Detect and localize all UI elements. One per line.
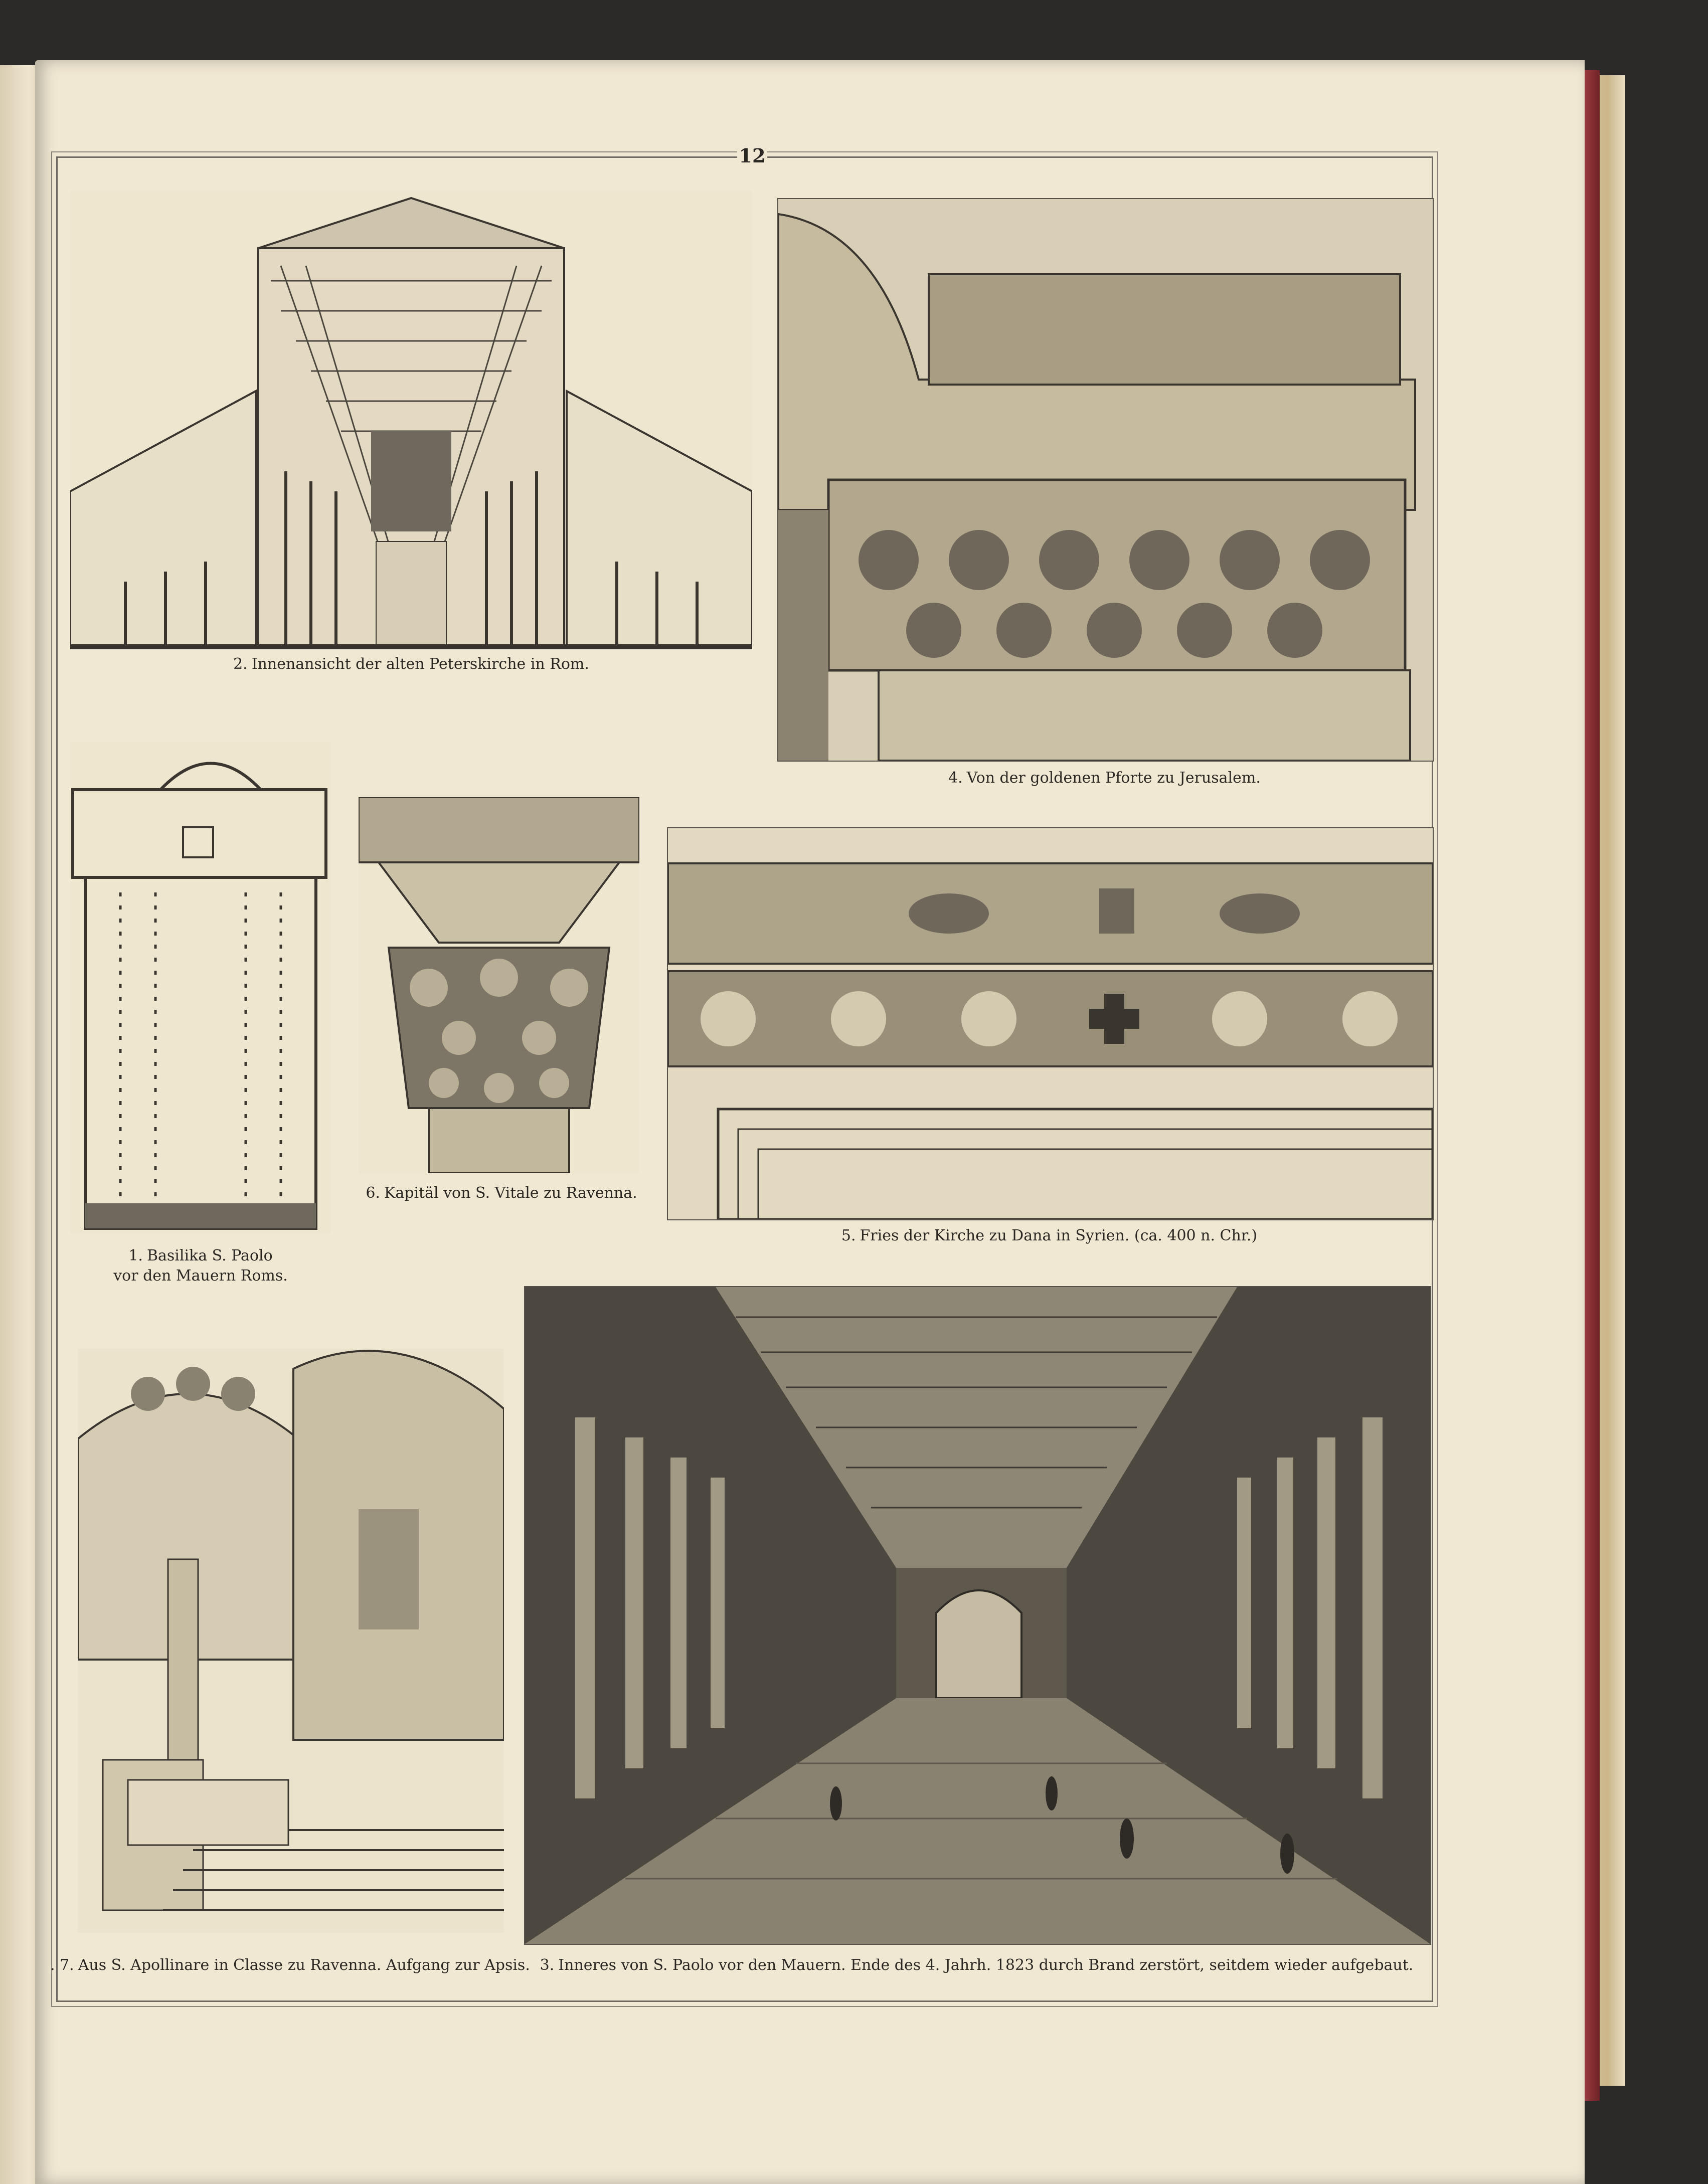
caption-fig4-number: 4. [948,769,963,787]
page-number: 12 [737,144,767,167]
illustration-capital-san-vitale [359,797,639,1173]
caption-fig7-number: . 7. [50,1956,74,1974]
caption-fig5-number: 5. [841,1227,856,1244]
illustration-san-paolo-interior [524,1286,1431,1945]
caption-fig3-number: 3. [540,1956,555,1974]
caption-fig2 [70,654,752,674]
illustration-basilica-plan [70,742,331,1233]
caption-fig7 [50,1955,530,1975]
illustration-frieze-dana [667,827,1434,1220]
illustration-san-apollinare-stairs [78,1349,504,1933]
caption-fig2-text: Innenansicht der alten Peterskirche in Rom. [251,655,589,673]
caption-fig5 [667,1226,1432,1246]
caption-fig6 [351,1183,652,1203]
caption-fig3-text: Inneres von S. Paolo vor den Mauern. Ende des 4. Jahrh. 1823 durch Brand zerstört, seitdem wieder aufgebaut. [558,1956,1414,1974]
caption-fig5-text: Fries der Kirche zu Dana in Syrien. (ca. 400 n. Chr.) [860,1227,1258,1244]
caption-fig1-line1 [70,1246,331,1266]
caption-fig3 [524,1955,1429,1975]
caption-fig4-text: Von der goldenen Pforte zu Jerusalem. [966,769,1261,787]
caption-fig1-number: 1. [128,1247,143,1264]
caption-fig6-text: Kapitäl von S. Vitale zu Ravenna. [384,1184,637,1202]
caption-fig4 [777,768,1432,788]
caption-fig1-line2: vor den Mauern Roms. [113,1267,288,1285]
caption-fig1-title: Basilika S. Paolo [146,1247,273,1264]
illustration-old-st-peters [70,191,752,649]
caption-fig7-text: Aus S. Apollinare in Classe zu Ravenna. Aufgang zur Apsis. [78,1956,530,1974]
caption-fig1 [70,1246,331,1286]
caption-fig6-number: 6. [366,1184,380,1202]
caption-fig2-number: 2. [233,655,248,673]
illustration-golden-gate [777,198,1434,762]
